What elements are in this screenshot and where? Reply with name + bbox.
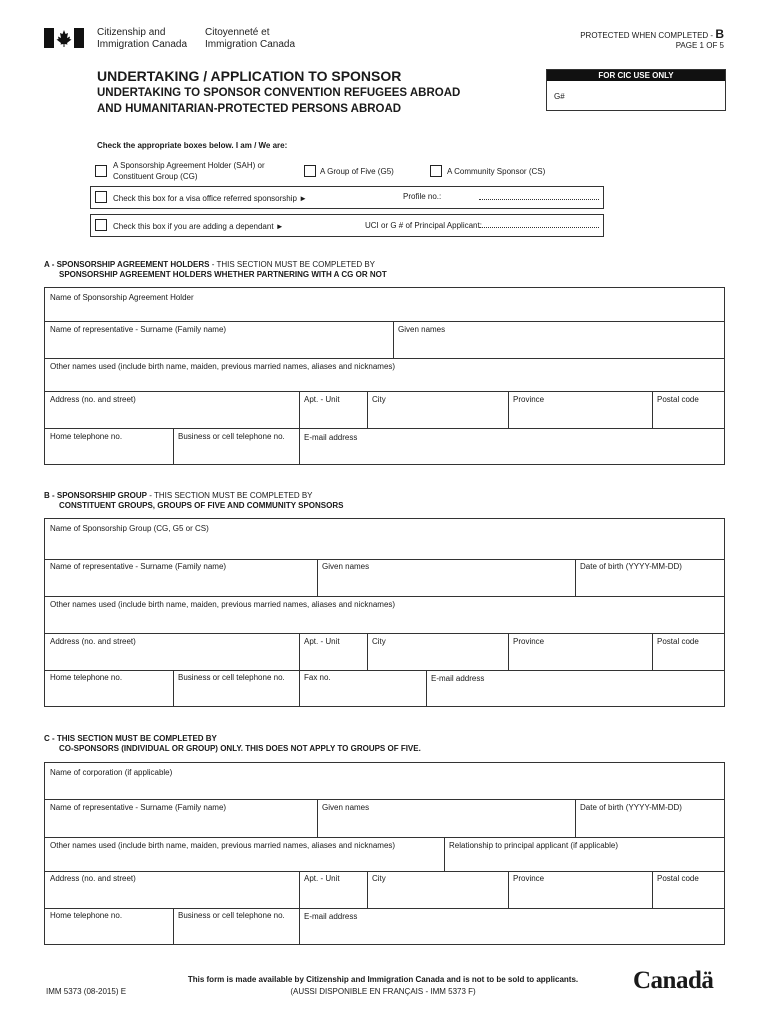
section-a-title-line2: SPONSORSHIP AGREEMENT HOLDERS WHETHER PARTNERING WITH A CG OR NOT bbox=[59, 270, 387, 279]
b-city-label: City bbox=[372, 637, 386, 646]
section-b-table bbox=[44, 518, 725, 707]
c-apt-label: Apt. - Unit bbox=[304, 874, 340, 883]
cic-use-header: FOR CIC USE ONLY bbox=[547, 70, 725, 81]
section-b-title-line2: CONSTITUENT GROUPS, GROUPS OF FIVE AND COMMUNITY SPONSORS bbox=[59, 501, 344, 510]
c-city-label: City bbox=[372, 874, 386, 883]
a-apt-label: Apt. - Unit bbox=[304, 395, 340, 404]
b-postal-label: Postal code bbox=[657, 637, 699, 646]
a-home-tel-label: Home telephone no. bbox=[50, 432, 123, 441]
g5-checkbox[interactable] bbox=[304, 165, 316, 177]
a-city-label: City bbox=[372, 395, 386, 404]
c-other-names-label: Other names used (include birth name, maiden, previous married names, aliases and nicknames) bbox=[50, 841, 396, 850]
a-province-label: Province bbox=[513, 395, 545, 404]
visa-referred-checkbox[interactable] bbox=[95, 191, 107, 203]
french-availability: (AUSSI DISPONIBLE EN FRANÇAIS - IMM 5373 F) bbox=[290, 987, 476, 996]
b-home-tel-label: Home telephone no. bbox=[50, 673, 123, 682]
b-apt-label: Apt. - Unit bbox=[304, 637, 340, 646]
section-c-title-line1: C - THIS SECTION MUST BE COMPLETED BY bbox=[44, 734, 217, 743]
c-email-label: E-mail address bbox=[304, 912, 358, 921]
b-email-label: E-mail address bbox=[431, 674, 485, 683]
form-subtitle-line2: AND HUMANITARIAN-PROTECTED PERSONS ABROAD bbox=[97, 103, 402, 115]
sah-name-input[interactable] bbox=[45, 302, 724, 321]
check-instructions: Check the appropriate boxes below. I am / We are: bbox=[97, 141, 288, 150]
b-dob-label: Date of birth (YYYY-MM-DD) bbox=[580, 562, 682, 571]
a-rep-surname-label: Name of representative - Surname (Family name) bbox=[50, 325, 227, 334]
visa-referred-row bbox=[90, 186, 604, 209]
section-b-title-rest: - THIS SECTION MUST BE COMPLETED BY bbox=[146, 491, 313, 500]
c-postal-label: Postal code bbox=[657, 874, 699, 883]
b-other-names-label: Other names used (include birth name, maiden, previous married names, aliases and nicknames) bbox=[50, 600, 396, 609]
profile-no-input[interactable] bbox=[479, 199, 599, 200]
department-name-fr bbox=[205, 27, 295, 51]
dependant-row bbox=[90, 214, 604, 237]
canada-flag-icon bbox=[44, 28, 84, 48]
b-given-names-label: Given names bbox=[322, 562, 370, 571]
b-province-label: Province bbox=[513, 637, 545, 646]
g-number-label: G# bbox=[554, 92, 565, 101]
profile-no-label: Profile no.: bbox=[403, 192, 442, 201]
a-other-names-label: Other names used (include birth name, maiden, previous married names, aliases and nicknames) bbox=[50, 362, 396, 371]
protected-letter: B bbox=[715, 27, 724, 41]
dept-en-line1: Citizenship and bbox=[97, 27, 166, 38]
cic-use-box bbox=[546, 69, 726, 111]
b-bus-tel-label: Business or cell telephone no. bbox=[178, 673, 285, 682]
section-c-title-line2: CO-SPONSORS (INDIVIDUAL OR GROUP) ONLY. THIS DOES NOT APPLY TO GROUPS OF FIVE. bbox=[59, 744, 421, 753]
distribution-notice: This form is made available by Citizenship and Immigration Canada and is not to be sold to applicants. bbox=[187, 975, 579, 984]
c-bus-tel-label: Business or cell telephone no. bbox=[178, 911, 285, 920]
department-name-en bbox=[97, 27, 187, 51]
sah-label-line2: Constituent Group (CG) bbox=[113, 172, 198, 181]
sah-label bbox=[113, 161, 265, 181]
section-a-title-bold: A - SPONSORSHIP AGREEMENT HOLDERS bbox=[44, 260, 210, 269]
page-number: PAGE 1 OF 5 bbox=[675, 41, 724, 50]
b-fax-label: Fax no. bbox=[304, 673, 331, 682]
cs-checkbox[interactable] bbox=[430, 165, 442, 177]
protected-text: PROTECTED WHEN COMPLETED - bbox=[580, 31, 716, 40]
sah-label-line1: A Sponsorship Agreement Holder (SAH) or bbox=[113, 161, 265, 170]
form-id: IMM 5373 (08-2015) E bbox=[46, 987, 127, 996]
a-email-label: E-mail address bbox=[304, 433, 358, 442]
section-b-title bbox=[44, 491, 343, 511]
form-title: UNDERTAKING / APPLICATION TO SPONSOR bbox=[97, 68, 402, 84]
form-subtitle-line1: UNDERTAKING TO SPONSOR CONVENTION REFUGEES ABROAD bbox=[97, 87, 461, 99]
c-rep-surname-label: Name of representative - Surname (Family name) bbox=[50, 803, 227, 812]
b-address-label: Address (no. and street) bbox=[50, 637, 136, 646]
uci-label: UCI or G # of Principal Applicant: bbox=[365, 221, 482, 230]
uci-input[interactable] bbox=[479, 227, 599, 228]
section-a-title-rest: - THIS SECTION MUST BE COMPLETED BY bbox=[209, 260, 376, 269]
a-address-label: Address (no. and street) bbox=[50, 395, 136, 404]
sah-checkbox[interactable] bbox=[95, 165, 107, 177]
dependant-checkbox[interactable] bbox=[95, 219, 107, 231]
g5-label: A Group of Five (G5) bbox=[320, 167, 394, 176]
cs-label: A Community Sponsor (CS) bbox=[447, 167, 546, 176]
section-c-table bbox=[44, 762, 725, 945]
group-name-label: Name of Sponsorship Group (CG, G5 or CS) bbox=[50, 524, 209, 533]
c-home-tel-label: Home telephone no. bbox=[50, 911, 123, 920]
c-address-label: Address (no. and street) bbox=[50, 874, 136, 883]
section-b-title-bold: B - SPONSORSHIP GROUP bbox=[44, 491, 147, 500]
canada-wordmark-logo: Canadä bbox=[633, 967, 714, 994]
sah-name-label: Name of Sponsorship Agreement Holder bbox=[50, 293, 194, 302]
section-c-title bbox=[44, 734, 421, 754]
visa-referred-label: Check this box for a visa office referred sponsorship ► bbox=[113, 194, 308, 203]
c-relationship-label: Relationship to principal applicant (if applicable) bbox=[449, 841, 618, 850]
section-a-title bbox=[44, 260, 387, 280]
c-given-names-label: Given names bbox=[322, 803, 370, 812]
dept-en-line2: Immigration Canada bbox=[97, 39, 188, 50]
a-postal-label: Postal code bbox=[657, 395, 699, 404]
a-given-names-label: Given names bbox=[398, 325, 446, 334]
corp-name-label: Name of corporation (if applicable) bbox=[50, 768, 173, 777]
dept-fr-line2: Immigration Canada bbox=[205, 39, 296, 50]
b-rep-surname-label: Name of representative - Surname (Family name) bbox=[50, 562, 227, 571]
dependant-label: Check this box if you are adding a dependant ► bbox=[113, 222, 284, 231]
protected-label bbox=[580, 27, 724, 41]
c-dob-label: Date of birth (YYYY-MM-DD) bbox=[580, 803, 682, 812]
a-bus-tel-label: Business or cell telephone no. bbox=[178, 432, 285, 441]
c-province-label: Province bbox=[513, 874, 545, 883]
dept-fr-line1: Citoyenneté et bbox=[205, 27, 270, 38]
section-a-table bbox=[44, 287, 725, 465]
